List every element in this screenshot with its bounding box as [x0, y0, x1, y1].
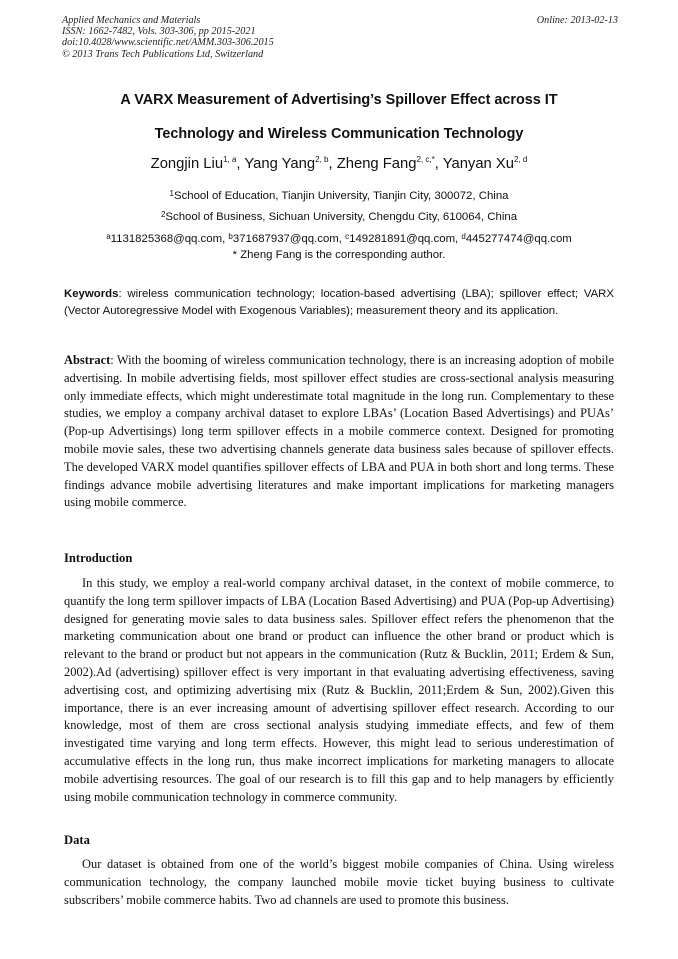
author-name: Zheng Fang [336, 156, 417, 172]
introduction-paragraph: In this study, we employ a real-world company archival dataset, in the context of mobile commerce, to quantify the long term spillover impacts of LBA (Location Based Advertising) and PUA (Pop-up Advertising) designed for generating movie sales to data business sales. Spillover effect refers the phenomenon that the marketing communication about one brand or product can influence the other brand or product which is relevant to the brand or product but not appears in the communication (Rutz & Bucklin, 2011; Erdem & Sun, 2002).Ad (advertising) spillover effect is very important in that evaluating advertising effectiveness, saving advertising cost, and optimizing advertising mix (Rutz & Bucklin, 2011;Erdem & Sun, 2002).Given this importance, there is an ever increasing amount of advertising spillover effect research. According to our knowledge, most of them are cross sectional analysis studying immediate effects, and few of them investigated time varying and long term effects. However, this might lead to serious underestimation of accumulative effects in the long run, thus make incorrect implications for marketing managers to allocate mobile advertising resources. The goal of our research is to fill this gap and to help managers by efficiently using mobile communication technology in commerce community. [64, 576, 614, 804]
email-link[interactable]: 371687937@qq.com, [232, 233, 346, 245]
email-link[interactable]: 149281891@qq.com, [349, 233, 462, 245]
affiliation-text: School of Education, Tianjin University, Tianjin City, 300072, China [173, 190, 509, 202]
author-affil-sup: 2, d [514, 155, 528, 164]
author [443, 156, 528, 172]
author-name: Yanyan Xu [442, 156, 514, 172]
author-name: Zongjin Liu [150, 156, 224, 172]
copyright-line: © 2013 Trans Tech Publications Ltd, Switzerland [62, 48, 264, 60]
email-sup: b [228, 232, 233, 241]
introduction-heading: Introduction [64, 551, 133, 565]
email-link[interactable]: 1131825368@qq.com, [110, 233, 229, 245]
doi-line: doi:10.4028/www.scientific.net/AMM.303-306.2015 [62, 37, 274, 49]
keywords-paragraph [64, 286, 614, 321]
author-emails [40, 233, 638, 245]
abstract-label: Abstract [64, 353, 111, 367]
online-date: Online: 2013-02-13 [536, 15, 618, 26]
author [151, 156, 245, 172]
author-separator: , [434, 156, 443, 172]
keywords-text: : wireless communication technology; location-based advertising (LBA); spillover effect; VARX (Vector Autoregressive Model with Exogenous Variables); measurement theory and its application. [64, 288, 614, 318]
email-sup: a [106, 232, 111, 241]
email-sup: d [461, 232, 466, 241]
author-affil-sup: 2, b [315, 155, 329, 164]
corresponding-author-note: * Zheng Fang is the corresponding author. [232, 249, 446, 261]
journal-name: Applied Mechanics and Materials [62, 15, 201, 26]
author-affil-sup: 1, a [223, 155, 237, 164]
author [244, 156, 336, 172]
affiliation-1 [40, 190, 638, 202]
issn-line: ISSN: 1662-7482, Vols. 303-306, pp 2015-2021 [62, 26, 256, 38]
affiliation-sup: 2 [160, 210, 166, 219]
journal-header [62, 15, 618, 60]
keywords-label: Keywords [64, 288, 119, 300]
author-separator: , [236, 156, 245, 172]
data-paragraph: Our dataset is obtained from one of the world’s biggest mobile companies of China. Using wireless communication technology, the company launched mobile movie ticket buying business to cultivate subscribers’ mobile commerce habits. Two ad channels are used to promote this business. [64, 857, 614, 907]
author-list [40, 156, 638, 172]
data-heading: Data [64, 833, 90, 847]
abstract-text: : With the booming of wireless communication technology, there is an increasing adoption of mobile advertising. In mobile advertising fields, most spillover effect studies are cross-sectional analysis measuring only immediate effects, which might underestimate total magnitude in the long run. Complementary to these studies, we employ a company archival dataset to explore LBAs’ (Location Based Advertisings) and PUAs’ (Pop-up Advertisings) long term spillover effects in a mobile commerce context. Designed for promoting mobile movie sales, these two advertising channels generate data business sales because of spillover effects. The developed VARX model quantifies spillover effects of LBA and PUA in both short and long terms. These findings advance mobile advertising literatures and make important implications for marketing managers using mobile commerce. [64, 353, 614, 510]
email-link[interactable]: 445277474@qq.com [465, 233, 572, 245]
author-name: Yang Yang [244, 156, 316, 172]
author-separator: , [328, 156, 337, 172]
abstract-paragraph [64, 352, 614, 512]
author-affil-sup: 2, c,* [416, 155, 435, 164]
affiliation-sup: 1 [169, 189, 174, 198]
affiliation-2 [40, 211, 638, 223]
email-sup: c [345, 232, 350, 241]
paper-title-line-2: Technology and Wireless Communication Technology [154, 126, 524, 142]
author [337, 156, 443, 172]
affiliation-text: School of Business, Sichuan University, Chengdu City, 610064, China [165, 211, 518, 223]
paper-title-line-1: A VARX Measurement of Advertising’s Spillover Effect across IT [120, 92, 558, 108]
